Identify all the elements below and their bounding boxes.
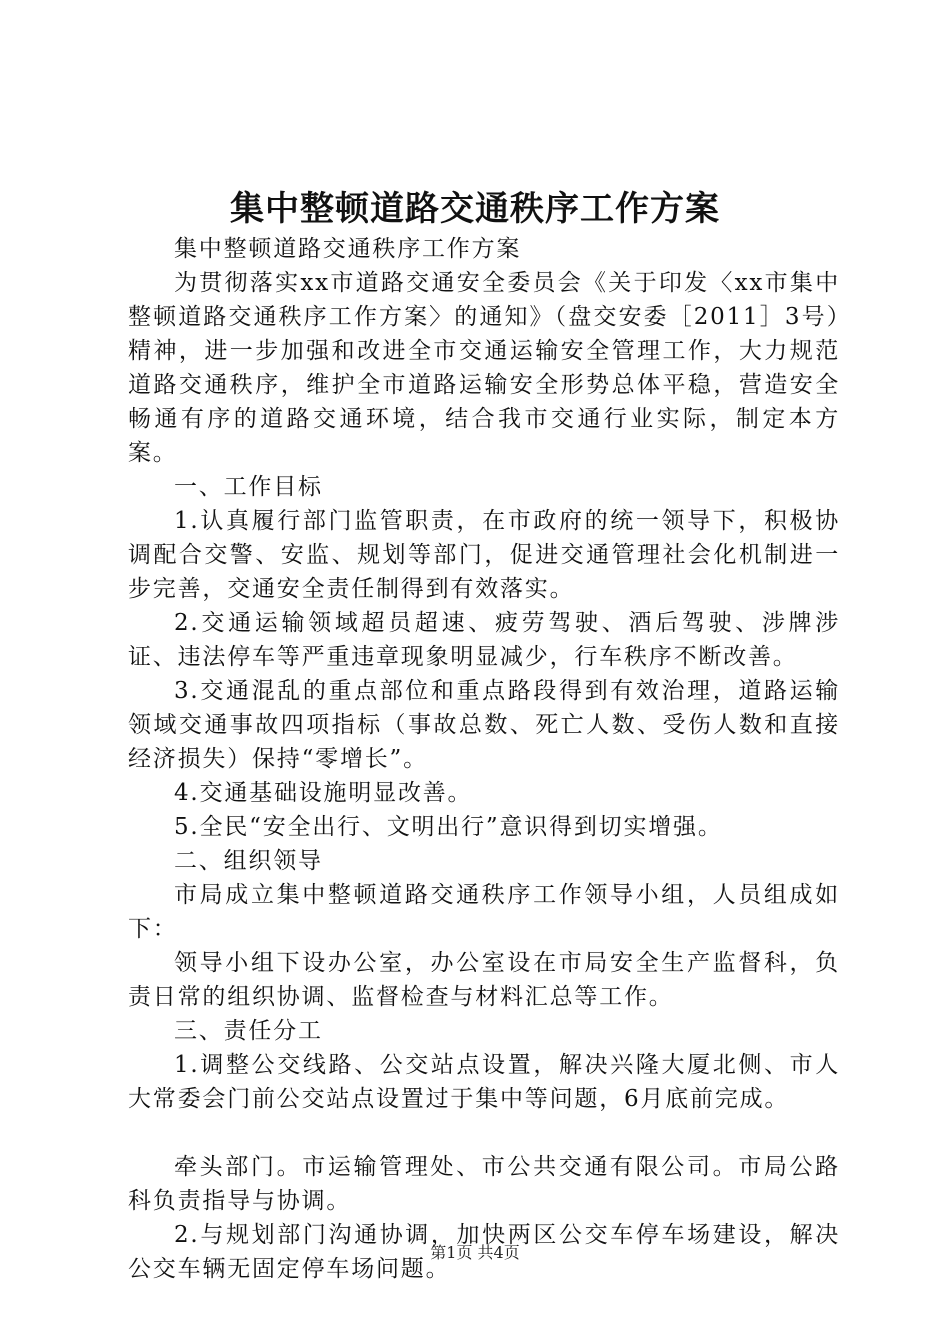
- paragraph-organization-1: 市局成立集中整顿道路交通秩序工作领导小组，人员组成如下：: [128, 882, 840, 942]
- paragraph-goal-2: 2.交通运输领域超员超速、疲劳驾驶、酒后驾驶、涉牌涉证、违法停车等严重违章现象明显减少，行车秩序不断改善。: [128, 610, 840, 670]
- paragraph-goal-4: 4.交通基础设施明显改善。: [174, 780, 473, 806]
- paragraph-goal-1: 1.认真履行部门监管职责，在市政府的统一领导下，积极协调配合交警、安监、规划等部门，促进交通管理社会化机制进一步完善，交通安全责任制得到有效落实。: [128, 508, 840, 602]
- document-body: [128, 232, 840, 1286]
- section-heading-responsibilities: 三、责任分工: [174, 1018, 323, 1044]
- paragraph-responsibility-2: 2.与规划部门沟通协调，加快两区公交车停车场建设，解决公交车辆无固定停车场问题。: [128, 1222, 840, 1282]
- paragraph-subtitle: 集中整顿道路交通秩序工作方案: [174, 236, 522, 262]
- paragraph-intro: 为贯彻落实xx市道路交通安全委员会《关于印发〈xx市集中整顿道路交通秩序工作方案〉的通知》（盘交安委［2011］3号）精神，进一步加强和改进全市交通运输安全管理工作，大力规范道路交通秩序，维护全市道路运输安全形势总体平稳，营造安全畅通有序的道路交通环境，结合我市交通行业实际，制定本方案。: [128, 270, 840, 466]
- paragraph-goal-3: 3.交通混乱的重点部位和重点路段得到有效治理，道路运输领域交通事故四项指标（事故总数、死亡人数、受伤人数和直接经济损失）保持“零增长”。: [128, 678, 840, 772]
- section-heading-organization: 二、组织领导: [174, 848, 323, 874]
- page-footer: 第1页 共4页: [430, 1243, 520, 1262]
- section-heading-goals: 一、工作目标: [174, 474, 323, 500]
- paragraph-responsibility-1: 1.调整公交线路、公交站点设置，解决兴隆大厦北侧、市人大常委会门前公交站点设置过于集中等问题，6月底前完成。: [128, 1052, 840, 1112]
- document-title: 集中整顿道路交通秩序工作方案: [230, 189, 720, 229]
- paragraph-lead-department: 牵头部门。市运输管理处、市公共交通有限公司。市局公路科负责指导与协调。: [128, 1154, 840, 1214]
- paragraph-goal-5: 5.全民“安全出行、文明出行”意识得到切实增强。: [174, 814, 723, 840]
- paragraph-organization-2: 领导小组下设办公室，办公室设在市局安全生产监督科，负责日常的组织协调、监督检查与材料汇总等工作。: [128, 950, 840, 1010]
